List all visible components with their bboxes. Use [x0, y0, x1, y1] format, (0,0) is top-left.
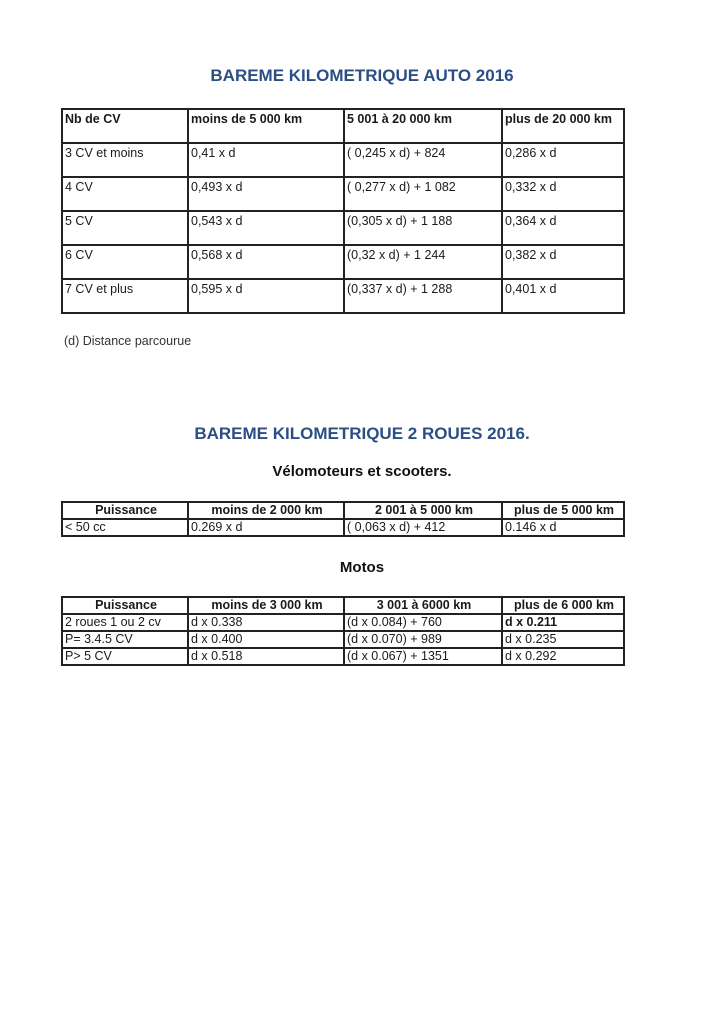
table-cell: 0.146 x d [502, 519, 624, 536]
table-cell: 5 CV [62, 211, 188, 245]
table-cell: P= 3.4.5 CV [62, 631, 188, 648]
table-cell: 6 CV [62, 245, 188, 279]
header-cell: 3 001 à 6000 km [344, 597, 502, 614]
table-cell: 0,543 x d [188, 211, 344, 245]
table-cell: 0,382 x d [502, 245, 624, 279]
two-wheels-title: BAREME KILOMETRIQUE 2 ROUES 2016. [194, 424, 530, 443]
table-cell: d x 0.211 [502, 614, 624, 631]
table-cell: 0,286 x d [502, 143, 624, 177]
table-row [62, 614, 624, 631]
table-cell: 0,493 x d [188, 177, 344, 211]
table-cell: d x 0.518 [188, 648, 344, 665]
table-cell: 2 roues 1 ou 2 cv [62, 614, 188, 631]
header-cell: moins de 5 000 km [188, 109, 344, 143]
table-cell: 0,332 x d [502, 177, 624, 211]
table-cell: d x 0.292 [502, 648, 624, 665]
table-cell: (d x 0.084) + 760 [344, 614, 502, 631]
header-cell: Nb de CV [62, 109, 188, 143]
table-header-row [62, 109, 624, 143]
table-row [62, 211, 624, 245]
table-cell: 0.269 x d [188, 519, 344, 536]
table-cell: 3 CV et moins [62, 143, 188, 177]
header-cell: moins de 3 000 km [188, 597, 344, 614]
table-row [62, 177, 624, 211]
table-cell: (d x 0.067) + 1351 [344, 648, 502, 665]
table-cell: 0,41 x d [188, 143, 344, 177]
auto-title: BAREME KILOMETRIQUE AUTO 2016 [210, 66, 514, 85]
table-row [62, 519, 624, 536]
table-cell: ( 0,245 x d) + 824 [344, 143, 502, 177]
table-cell: d x 0.235 [502, 631, 624, 648]
scooters-rates-table [61, 501, 625, 537]
table-cell: (d x 0.070) + 989 [344, 631, 502, 648]
table-cell: 7 CV et plus [62, 279, 188, 313]
table-cell: ( 0,063 x d) + 412 [344, 519, 502, 536]
table-cell: 4 CV [62, 177, 188, 211]
table-row [62, 631, 624, 648]
table-cell: 0,401 x d [502, 279, 624, 313]
table-cell: (0,337 x d) + 1 288 [344, 279, 502, 313]
header-cell: 2 001 à 5 000 km [344, 502, 502, 519]
table-cell: d x 0.400 [188, 631, 344, 648]
auto-rates-table [61, 108, 625, 314]
table-header-row [62, 597, 624, 614]
motos-rates-table [61, 596, 625, 666]
table-cell: < 50 cc [62, 519, 188, 536]
header-cell: Puissance [62, 597, 188, 614]
table-cell: (0,32 x d) + 1 244 [344, 245, 502, 279]
header-cell: Puissance [62, 502, 188, 519]
table-row [62, 245, 624, 279]
header-cell: moins de 2 000 km [188, 502, 344, 519]
distance-note: (d) Distance parcourue [64, 334, 192, 348]
header-cell: plus de 5 000 km [502, 502, 624, 519]
header-cell: plus de 6 000 km [502, 597, 624, 614]
header-cell: 5 001 à 20 000 km [344, 109, 502, 143]
motos-subtitle: Motos [339, 559, 385, 576]
table-header-row [62, 502, 624, 519]
scooters-subtitle: Vélomoteurs et scooters. [272, 463, 452, 480]
table-cell: 0,364 x d [502, 211, 624, 245]
table-cell: ( 0,277 x d) + 1 082 [344, 177, 502, 211]
table-row [62, 648, 624, 665]
header-cell: plus de 20 000 km [502, 109, 624, 143]
table-cell: (0,305 x d) + 1 188 [344, 211, 502, 245]
table-row [62, 143, 624, 177]
table-cell: 0,568 x d [188, 245, 344, 279]
table-row [62, 279, 624, 313]
table-cell: P> 5 CV [62, 648, 188, 665]
table-cell: d x 0.338 [188, 614, 344, 631]
table-cell: 0,595 x d [188, 279, 344, 313]
